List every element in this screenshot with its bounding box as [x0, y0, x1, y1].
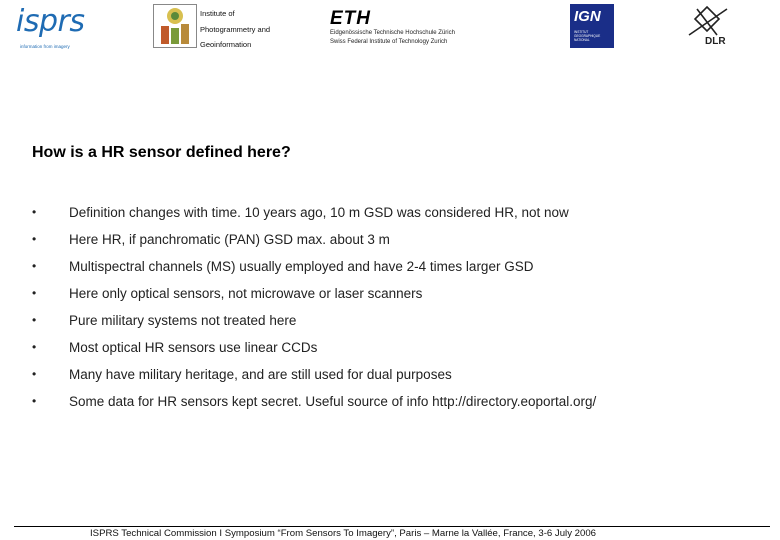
isprs-tagline: information from imagery — [20, 44, 70, 49]
bullet-icon: • — [32, 313, 37, 327]
ign-logo — [570, 4, 614, 48]
bullet-icon: • — [32, 340, 37, 354]
bullet-item — [32, 340, 752, 367]
eth-name-english: Swiss Federal Institute of Technology Zurich — [330, 39, 448, 45]
bullet-icon: • — [32, 286, 37, 300]
bullet-text: Definition changes with time. 10 years ago, 10 m GSD was considered HR, not now — [69, 205, 569, 220]
isprs-logo-text: isprs — [16, 4, 85, 39]
bullet-text: Multispectral channels (MS) usually employed and have 2-4 times larger GSD — [69, 259, 534, 274]
footer-divider — [14, 526, 770, 527]
bullet-icon: • — [32, 205, 37, 219]
dlr-logo-text: DLR — [705, 36, 726, 47]
bullet-text: Some data for HR sensors kept secret. Useful source of info http://directory.eoportal.org/ — [69, 394, 597, 409]
bullet-text: Here HR, if panchromatic (PAN) GSD max. about 3 m — [69, 232, 390, 247]
eth-name-german: Eidgenössische Technische Hochschule Zürich — [330, 30, 455, 36]
bullet-icon: • — [32, 367, 37, 381]
institute-line-3: Geoinformation — [200, 40, 252, 49]
bullet-item — [32, 367, 752, 394]
slide-title: How is a HR sensor defined here? — [32, 144, 291, 161]
bullet-text: Here only optical sensors, not microwave or laser scanners — [69, 286, 423, 301]
bullet-text: Pure military systems not treated here — [69, 313, 297, 328]
institute-logo-icon — [153, 4, 197, 48]
institute-line-2: Photogrammetry and — [200, 24, 271, 34]
bullet-text: Many have military heritage, and are still used for dual purposes — [69, 367, 452, 382]
bullet-icon: • — [32, 394, 37, 408]
eth-logo: ETH — [330, 8, 371, 29]
isprs-logo — [14, 4, 86, 52]
institute-name — [200, 6, 300, 53]
bullet-item — [32, 232, 752, 259]
bullet-item — [32, 394, 752, 421]
bullet-text: Most optical HR sensors use linear CCDs — [69, 340, 318, 355]
bullet-item — [32, 313, 752, 340]
bullet-item — [32, 205, 752, 232]
bullet-icon: • — [32, 259, 37, 273]
ign-logo-mark: IGN — [574, 8, 601, 25]
bullet-item — [32, 259, 752, 286]
footer-text: ISPRS Technical Commission I Symposium “From Sensors To Imagery”, Paris – Marne la Vallée, France, 3-6 July 2006 — [90, 528, 596, 539]
bullet-icon: • — [32, 232, 37, 246]
ign-logo-subtext: INSTITUT GEOGRAPHIQUE NATIONAL — [574, 30, 601, 42]
bullet-list — [32, 205, 752, 421]
bullet-item — [32, 286, 752, 313]
institute-line-1: Institute of — [200, 9, 235, 18]
